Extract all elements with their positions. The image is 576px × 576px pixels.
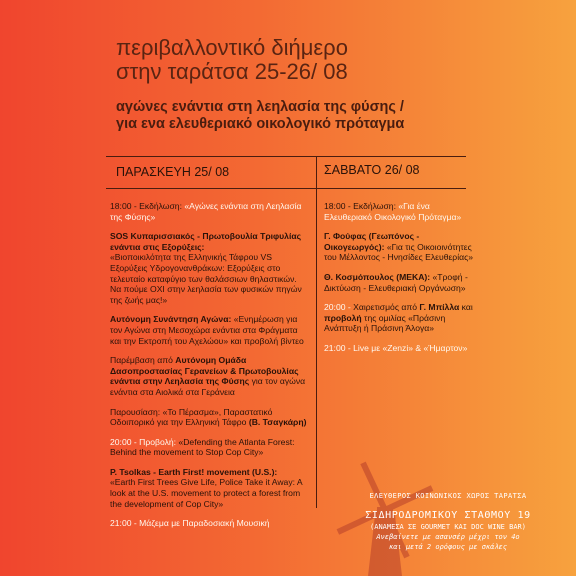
event-title-text: «Αγώνες ενάντια στη Λεηλασία της Φύσης»: [110, 201, 302, 222]
friday-event-6: [110, 437, 310, 458]
event-time: 18:00 - Εκδήλωση:: [324, 201, 399, 211]
saturday-event-3: [324, 272, 474, 293]
saturday-event-5: [324, 343, 474, 354]
event-time: 20:00 -: [324, 302, 354, 313]
event-org: P. Tsolkas - Earth First! movement (U.S.):: [110, 466, 278, 477]
event-org: Αυτόνομη Συνάντηση Αγώνα:: [110, 314, 232, 325]
friday-event-2: [110, 231, 310, 305]
friday-event-7: [110, 467, 310, 509]
event-text: για τον αγώνα ενάντια στα Αιολικά στα Γεράνεια: [110, 376, 306, 397]
event-org: (Β. Τσαγκάρη): [248, 417, 307, 428]
event-title-text: «Defending the Atlanta Forest: Behind the movement to Stop Cop City»: [110, 436, 295, 458]
event-speaker: Γ. Μπίλλα: [419, 302, 460, 313]
event-time: 18:00 - Εκδήλωση:: [110, 201, 185, 211]
event-subtitle: [116, 99, 516, 133]
venue-note: (ΑΝΑΜΕΣΑ ΣΕ GOURMET ΚΑΙ DOC WINE BAR): [370, 523, 526, 531]
friday-event-3: [110, 314, 310, 346]
event-time: 21:00 - Μάζεμα με Παραδοσιακή Μουσική: [110, 518, 270, 529]
event-speaker: Θ. Κοσμόπουλος (ΜΕΚΑ):: [324, 271, 431, 282]
title-line-1: περιβαλλοντικό διήμερο: [116, 35, 348, 60]
divider-top: [106, 156, 466, 157]
event-title-text: «Zenzi» & «Ήμαρτον»: [382, 342, 468, 353]
event-org: Αυτόνομη Ομάδα Δασοπροστασίας Γερανείων & Πρωτοβουλίας ενάντια στην Λεηλασία της Φύσης: [110, 355, 299, 387]
venue-name: ΕΛΕΥΘΕΡΟΣ ΚΟΙΝΩΝΙΚΟΣ ΧΩΡΟΣ ΤΑΡΑΤΣΑ: [369, 492, 527, 500]
venue-directions-2: και μετά 2 ορόφους με σκάλες: [388, 543, 507, 551]
event-text: Παρουσίαση: «Το Πέρασμα», Παραστατικό Οδοιπορικό για την Ελληνική Τάφρο: [110, 406, 273, 428]
event-title: [116, 36, 536, 84]
event-text-bold: προβολή: [324, 312, 362, 323]
friday-event-5: [110, 407, 310, 428]
event-title-text: «Για ένα Ελευθεριακό Οικολογικό Πρόταγμα»: [324, 201, 462, 222]
friday-schedule: [110, 201, 310, 535]
venue-address: ΣΙΔΗΡΟΔΡΟΜΙΚΟΥ ΣΤΑΘΜΟΥ 19: [365, 510, 531, 521]
subtitle-line-1: αγώνες ενάντια στη λεηλασία της φύσης /: [116, 99, 404, 115]
venue-directions-1: Ανεβαίνετε με ασανσέρ μέχρι τον 4ο: [376, 533, 520, 541]
saturday-schedule: [324, 201, 474, 363]
saturday-event-4: [324, 302, 474, 334]
event-text: και: [459, 302, 473, 313]
event-text: της ομιλίας «Πράσινη Ανάπτυξη ή Πράσινη Άλογα»: [324, 312, 446, 334]
friday-event-8: [110, 518, 310, 529]
saturday-heading: ΣΑΒΒΑΤΟ 26/ 08: [324, 163, 420, 177]
event-org: SOS Κυπαρισσιακός - Πρωτοβουλία Τριφυλίας ενάντια στις Εξορύξεις:: [110, 231, 302, 252]
event-speaker: Γ. Φούφας (Γεωπόνος - Οικογεωργός):: [324, 231, 420, 252]
divider-header: [106, 188, 466, 189]
event-text: Χαιρετισμός από: [353, 302, 420, 313]
friday-event-4: [110, 355, 310, 397]
event-text: «Ενημέρωση για τον Αγώνα στη Μεσοχώρα ενάντια στα Φράγματα και την Εκτροπή του Αχελώου» και προβολή βίντεο: [110, 314, 304, 346]
event-time: 20:00 - Προβολή:: [110, 436, 179, 447]
friday-event-1: [110, 201, 310, 222]
friday-heading: ΠΑΡΑΣΚΕΥΗ 25/ 08: [116, 165, 230, 179]
event-time: 21:00 - Live με: [324, 342, 383, 353]
subtitle-line-2: για ενα ελευθεριακό οικολογικό πρόταγμα: [116, 116, 405, 132]
event-text: «Βιοποικιλότητα της Ελληνικής Τάφρου VS Εξορύξεις Υδρογονανθράκων: Εξορύξεις στο τελευταίο καταφύγιο των θαλάσσιων θηλαστικών. Να πούμε ΟΧΙ στην λεηλασία των φυσικών πηγών της ζωής μας!»: [110, 252, 302, 305]
event-text: «Earth First Trees Give Life, Police Take it Away: A look at the U.S. movement to protect a forest from the development of Cop City»: [110, 477, 303, 509]
saturday-event-2: [324, 231, 474, 263]
event-text: «Για τις Οικοιοινότητες του Μέλλοντος - Ηνησίδες Ελευθερίας»: [324, 241, 473, 263]
divider-columns: [316, 156, 317, 508]
saturday-event-1: [324, 201, 474, 222]
venue-info: [330, 492, 566, 551]
title-line-2: στην ταράτσα 25-26/ 08: [116, 59, 348, 84]
event-text: Παρέμβαση από: [110, 355, 176, 366]
event-text: «Τροφή - Δικτύωση - Ελευθεριακή Οργάνωση»: [324, 271, 468, 293]
